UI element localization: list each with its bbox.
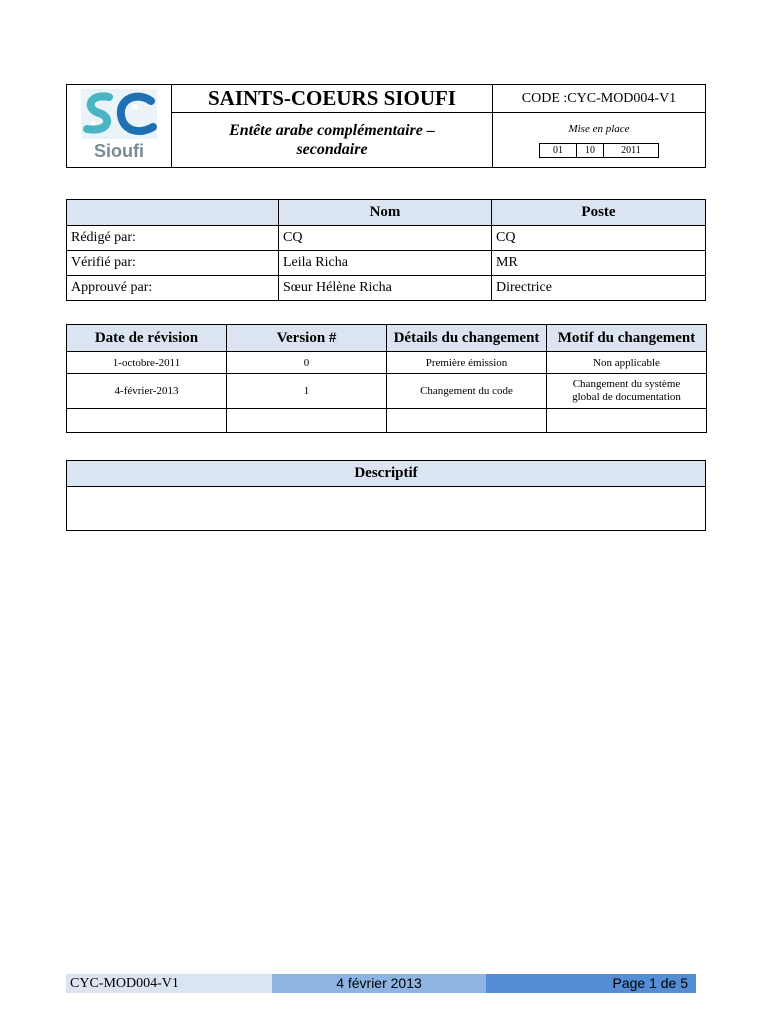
row-label: Vérifié par: [67, 251, 279, 276]
descriptif-body [67, 487, 706, 531]
column-header-nom: Nom [279, 200, 492, 226]
signatures-table [66, 199, 706, 301]
date-year: 2011 [603, 144, 658, 157]
footer-code: CYC-MOD004-V1 [66, 974, 272, 993]
page-footer [66, 974, 696, 993]
column-header-date: Date de révision [67, 325, 227, 352]
document-code: CODE :CYC-MOD004-V1 [493, 85, 706, 113]
signatures-header-row [67, 200, 706, 226]
row-nom: Sœur Hélène Richa [279, 276, 492, 301]
table-row [67, 226, 706, 251]
logo-text: Sioufi [94, 140, 144, 161]
logo-cell [67, 85, 172, 168]
table-row-empty [67, 409, 707, 433]
revision-motif [547, 374, 707, 409]
school-logo [79, 87, 159, 161]
table-row [67, 374, 707, 409]
revision-motif-line-1: Changement du système [572, 378, 681, 390]
empty-cell [227, 409, 387, 433]
table-row [67, 276, 706, 301]
signatures-header-blank [67, 200, 279, 226]
document-subtitle [172, 113, 493, 168]
mise-en-place-label: Mise en place [568, 122, 630, 135]
revision-version: 1 [227, 374, 387, 409]
row-poste: CQ [492, 226, 706, 251]
revision-details: Première émission [387, 352, 547, 374]
school-name: SAINTS-COEURS SIOUFI [172, 85, 493, 113]
date-day: 01 [553, 144, 563, 156]
date-month: 10 [576, 144, 603, 157]
footer-date: 4 février 2013 [272, 974, 486, 993]
row-nom: Leila Richa [279, 251, 492, 276]
table-row [67, 251, 706, 276]
row-poste: Directrice [492, 276, 706, 301]
mise-en-place [493, 113, 706, 168]
revision-date: 4-février-2013 [67, 374, 227, 409]
row-nom: CQ [279, 226, 492, 251]
revision-details: Changement du code [387, 374, 547, 409]
table-row [67, 352, 707, 374]
revisions-header-row [67, 325, 707, 352]
revision-date: 1-octobre-2011 [67, 352, 227, 374]
footer-page-number: Page 1 de 5 [486, 974, 696, 993]
row-label: Rédigé par: [67, 226, 279, 251]
column-header-version: Version # [227, 325, 387, 352]
empty-cell [547, 409, 707, 433]
empty-cell [387, 409, 547, 433]
subtitle-line-1: Entête arabe complémentaire – [229, 122, 435, 139]
row-poste: MR [492, 251, 706, 276]
empty-cell [67, 409, 227, 433]
descriptif-table [66, 460, 706, 531]
descriptif-title: Descriptif [67, 461, 706, 487]
column-header-poste: Poste [492, 200, 706, 226]
revision-motif: Non applicable [547, 352, 707, 374]
revision-motif-line-2: global de documentation [572, 391, 681, 403]
column-header-motif: Motif du changement [547, 325, 707, 352]
row-label: Approuvé par: [67, 276, 279, 301]
revision-version: 0 [227, 352, 387, 374]
subtitle-line-2: secondaire [296, 141, 368, 158]
document-header [66, 84, 706, 168]
mise-en-place-date [539, 143, 659, 158]
column-header-details: Détails du changement [387, 325, 547, 352]
revisions-table [66, 324, 707, 433]
